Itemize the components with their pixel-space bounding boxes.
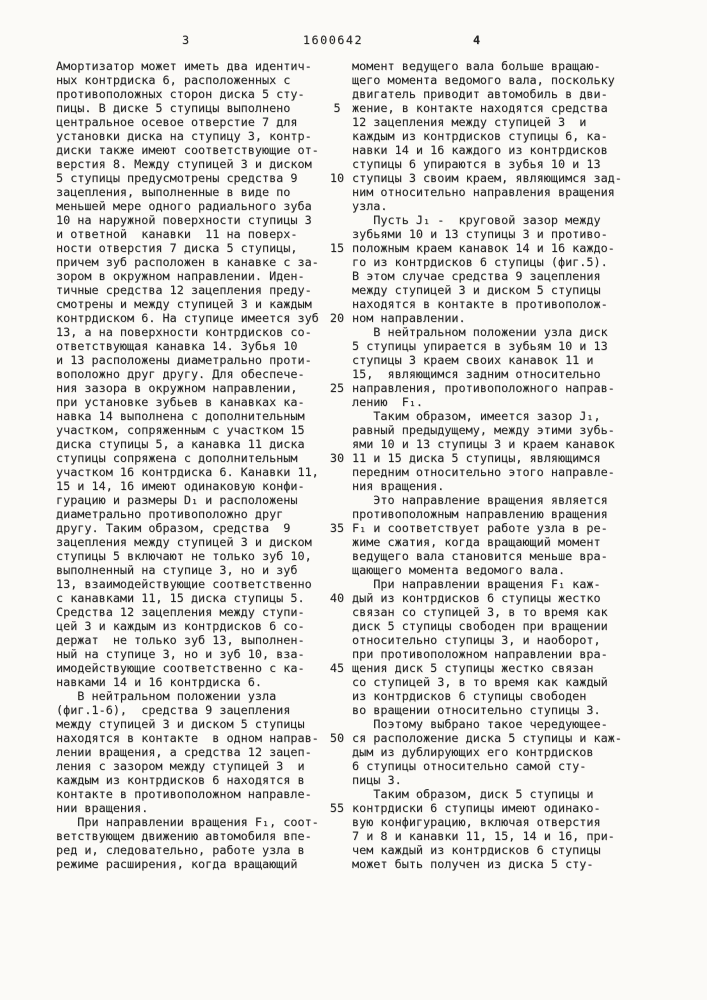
text-line: выполненный на ступице 3, но и зуб — [56, 563, 298, 577]
text-line: пицы 3. — [352, 773, 402, 787]
text-line: имодействующие соответственно с ка- — [56, 661, 305, 675]
text-line: пицы. В диске 5 ступицы выполнено — [56, 101, 291, 115]
text-line: установки диска на ступицу 3, контр- — [56, 129, 312, 143]
line-number-gutter — [324, 59, 350, 879]
text-line: Это направление вращения является — [352, 493, 608, 507]
text-line: воположно друг другу. Для обеспече- — [56, 367, 305, 381]
text-line: зацепления между ступицей 3 и диском — [56, 535, 312, 549]
text-line: вую конфигурацию, включая отверстия — [352, 815, 601, 829]
text-line: направления, противоположного направ- — [352, 381, 615, 395]
page-header — [0, 33, 707, 49]
text-line: чем каждый из контрдисков 6 ступицы — [352, 843, 601, 857]
text-line: момент ведущего вала больше вращаю- — [352, 59, 601, 73]
text-line: и 13 расположены диаметрально проти- — [56, 353, 312, 367]
text-line: контрдиски 6 ступицы имеют одинако- — [352, 801, 601, 815]
line-number: 10 — [329, 171, 345, 185]
text-line: (фиг.1-6), средства 9 зацепления — [56, 703, 291, 717]
text-line: ный на ступице 3, но и зуб 10, вза- — [56, 647, 305, 661]
text-line: F₁ и соответствует работе узла в ре- — [352, 521, 608, 535]
text-line: находятся в контакте в одном направ- — [56, 731, 319, 745]
line-number: 25 — [329, 381, 345, 395]
text-line: центральное осевое отверстие 7 для — [56, 115, 298, 129]
text-line: В нейтральном положении узла — [56, 689, 277, 703]
text-line: Поэтому выбрано такое чередующее- — [352, 717, 608, 731]
text-line: В нейтральном положении узла диск — [352, 325, 608, 339]
text-line: гурацию и размеры D₁ и расположены — [56, 493, 298, 507]
text-line: 11 и 15 диска 5 ступицы, являющимся — [352, 451, 601, 465]
text-line: лению F₁. — [352, 395, 424, 409]
text-line: держат не только зуб 13, выполнен- — [56, 633, 305, 647]
text-line: участком, сопряженным с участком 15 — [56, 423, 305, 437]
text-line: связан со ступицей 3, в то время как — [352, 605, 608, 619]
text-line: 12 зацепления между ступицей 3 и — [352, 115, 587, 129]
text-line: каждым из контрдисков ступицы 6, ка- — [352, 129, 608, 143]
text-line: навками 14 и 16 контрдиска 6. — [56, 675, 262, 689]
text-line: во вращении относительно ступицы 3. — [352, 703, 601, 717]
text-line: ведущего вала становится меньше вра- — [352, 549, 608, 563]
text-line: ности отверстия 7 диска 5 ступицы, — [56, 241, 298, 255]
text-column-right — [352, 59, 654, 871]
page-number-right: 4 — [473, 33, 481, 47]
line-number: 5 — [333, 101, 341, 115]
text-line: дым из дублирующих его контрдисков — [352, 745, 594, 759]
text-line: с канавками 11, 15 диска ступицы 5. — [56, 591, 305, 605]
text-line: при установке зубьев в канавках ка- — [56, 395, 305, 409]
text-line: Амортизатор может иметь два идентич- — [56, 59, 312, 73]
text-line: 5 ступицы упирается в зубьям 10 и 13 — [352, 339, 608, 353]
text-line: диаметрально противоположно друг — [56, 507, 284, 521]
text-line: ных контрдиска 6, расположенных с — [56, 73, 291, 87]
text-line: ред и, следовательно, работе узла в — [56, 843, 305, 857]
text-line: меньшей мере одного радиального зуба — [56, 199, 312, 213]
text-line: противоположных сторон диска 5 сту- — [56, 87, 305, 101]
text-line: ним относительно направления вращения — [352, 185, 615, 199]
text-line: навка 14 выполнена с дополнительным — [56, 409, 305, 423]
text-line: лении вращения, а средства 12 зацеп- — [56, 745, 312, 759]
text-line: участком 16 контрдиска 6. Канавки 11, — [56, 465, 319, 479]
text-line: может быть получен из диска 5 сту- — [352, 857, 594, 871]
text-line: Пусть J₁ - круговой зазор между — [352, 213, 601, 227]
text-line: 13, а на поверхности контрдисков со- — [56, 325, 312, 339]
text-line: жение, в контакте находятся средства — [352, 101, 608, 115]
text-line: щающего момента ведомого вала. — [352, 563, 566, 577]
text-line: контакте в противоположном направле- — [56, 787, 312, 801]
text-line: со ступицей 3, в то время как каждый — [352, 675, 608, 689]
text-line: Средства 12 зацепления между ступи- — [56, 605, 305, 619]
line-number: 40 — [329, 591, 345, 605]
text-line: ступицы сопряжена с дополнительным — [56, 451, 298, 465]
text-line: диск 5 ступицы свободен при вращении — [352, 619, 608, 633]
text-line: другу. Таким образом, средства 9 — [56, 521, 291, 535]
text-line: между ступицей 3 и диском 5 ступицы — [56, 717, 305, 731]
text-line: зацепления, выполненные в виде по — [56, 185, 291, 199]
text-line: двигатель приводит автомобиль в дви- — [352, 87, 608, 101]
document-number: 1600642 — [302, 33, 364, 47]
page-number-left: 3 — [182, 33, 190, 47]
text-line: положным краем канавок 14 и 16 каждо- — [352, 241, 615, 255]
text-line: щения диск 5 ступицы жестко связан — [352, 661, 594, 675]
text-line: режиме расширения, когда вращающий — [56, 857, 298, 871]
text-line: ном направлении. — [352, 311, 466, 325]
text-line: го из контрдисков 6 ступицы (фиг.5). — [352, 255, 608, 269]
text-line: зубьями 10 и 13 ступицы 3 и противо- — [352, 227, 608, 241]
text-line: 6 ступицы относительно самой сту- — [352, 759, 587, 773]
line-number: 50 — [329, 731, 345, 745]
text-line: ся расположение диска 5 ступицы и каж- — [352, 731, 622, 745]
text-column-left — [56, 59, 341, 871]
text-line: навки 14 и 16 каждого из контрдисков — [352, 143, 608, 157]
text-line: 10 на наружной поверхности ступицы 3 — [56, 213, 312, 227]
text-line: ступицы 6 упираются в зубья 10 и 13 — [352, 157, 601, 171]
text-line: ступицы 5 включают не только зуб 10, — [56, 549, 312, 563]
text-line: контрдиском 6. На ступице имеется зуб — [56, 311, 319, 325]
text-line: ления с зазором между ступицей 3 и — [56, 759, 305, 773]
text-line: 13, взаимодействующие соответственно — [56, 577, 312, 591]
text-line: В этом случае средства 9 зацепления — [352, 269, 601, 283]
text-line: и ответной канавки 11 на поверх- — [56, 227, 298, 241]
text-line: каждым из контрдисков 6 находятся в — [56, 773, 305, 787]
text-line: цей 3 и каждым из контрдисков 6 со- — [56, 619, 305, 633]
text-line: противоположным направлению вращения — [352, 507, 608, 521]
text-line: передним относительно этого направле- — [352, 465, 615, 479]
text-line: При направлении вращения F₁ каж- — [352, 577, 601, 591]
text-line: тичные средства 12 зацепления преду- — [56, 283, 312, 297]
text-line: 15 и 14, 16 имеют одинаковую конфи- — [56, 479, 305, 493]
text-line: ступицы 3 своим краем, являющимся зад- — [352, 171, 622, 185]
text-line: ответствующая канавка 14. Зубья 10 — [56, 339, 298, 353]
line-number: 55 — [329, 801, 345, 815]
text-line: 7 и 8 и канавки 11, 15, 14 и 16, при- — [352, 829, 615, 843]
line-number: 35 — [329, 521, 345, 535]
text-line: Таким образом, имеется зазор J₁, — [352, 409, 601, 423]
text-line: 15, являющимся задним относительно — [352, 367, 601, 381]
text-line: относительно ступицы 3, и наоборот, — [352, 633, 601, 647]
text-line: Таким образом, диск 5 ступицы и — [352, 787, 594, 801]
text-line: при противоположном направлении вра- — [352, 647, 608, 661]
text-line: узла. — [352, 199, 388, 213]
text-line: ступицы 3 краем своих канавок 11 и — [352, 353, 594, 367]
line-number: 20 — [329, 311, 345, 325]
text-line: ями 10 и 13 ступицы 3 и краем канавок — [352, 437, 615, 451]
text-line: диска ступицы 5, а канавка 11 диска — [56, 437, 305, 451]
text-line: дый из контрдисков 6 ступицы жестко — [352, 591, 601, 605]
text-line: находятся в контакте в противополож- — [352, 297, 608, 311]
text-line: равный предыдущему, между этими зубь- — [352, 423, 615, 437]
text-line: зором в окружном направлении. Иден- — [56, 269, 305, 283]
text-line: между ступицей 3 и диском 5 ступицы — [352, 283, 601, 297]
text-line: щего момента ведомого вала, поскольку — [352, 73, 615, 87]
text-line: нии вращения. — [56, 801, 149, 815]
text-line: причем зуб расположен в канавке с за- — [56, 255, 319, 269]
text-line: диски также имеют соответствующие от- — [56, 143, 319, 157]
text-line: жиме сжатия, когда вращающий момент — [352, 535, 601, 549]
text-line: При направлении вращения F₁, соот- — [56, 815, 319, 829]
text-line: ния зазора в окружном направлении, — [56, 381, 298, 395]
line-number: 15 — [329, 241, 345, 255]
line-number: 45 — [329, 661, 345, 675]
text-line: ветствующем движению автомобиля впе- — [56, 829, 312, 843]
text-line: верстия 8. Между ступицей 3 и диском — [56, 157, 312, 171]
text-line: из контрдисков 6 ступицы свободен — [352, 689, 587, 703]
text-line: 5 ступицы предусмотрены средства 9 — [56, 171, 298, 185]
text-line: ния вращения. — [352, 479, 445, 493]
text-line: смотрены и между ступицей 3 и каждым — [56, 297, 312, 311]
line-number: 30 — [329, 451, 345, 465]
